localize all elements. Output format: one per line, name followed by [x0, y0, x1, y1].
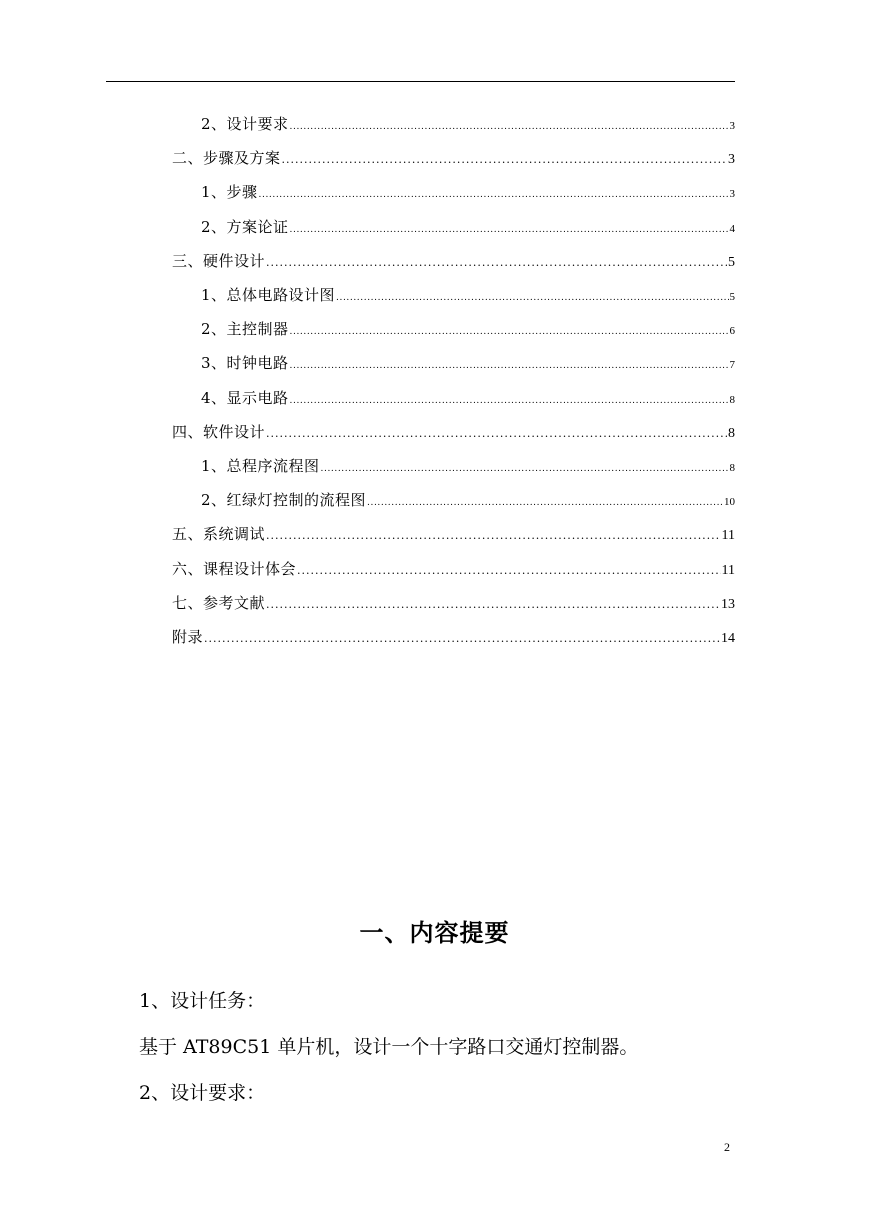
toc-dot-leader — [266, 598, 720, 611]
toc-entry-label: 2、主控制器 — [201, 320, 289, 338]
toc-entry[interactable] — [172, 558, 735, 580]
toc-entry-page: 8 — [729, 462, 735, 474]
toc-dot-leader — [282, 153, 727, 166]
toc-dot-leader — [290, 327, 729, 337]
toc-entry[interactable] — [172, 523, 735, 545]
toc-entry[interactable] — [201, 318, 735, 340]
header-rule — [106, 81, 735, 82]
toc-entry-page: 10 — [724, 496, 735, 508]
toc-dot-leader — [290, 225, 729, 235]
toc-entry-page: 14 — [721, 631, 735, 646]
requirements-heading: 2、设计要求： — [139, 1082, 266, 1104]
toc-entry-label: 4、显示电路 — [201, 389, 289, 407]
toc-dot-leader — [290, 396, 729, 406]
toc-entry-page: 5 — [728, 255, 735, 270]
task-text: 基于 AT89C51 单片机，设计一个十字路口交通灯控制器。 — [139, 1036, 639, 1058]
toc-entry[interactable] — [201, 352, 735, 374]
toc-entry-page: 5 — [729, 291, 735, 303]
toc-entry[interactable] — [201, 181, 735, 203]
toc-entry-page: 11 — [721, 528, 735, 543]
toc-entry[interactable] — [172, 592, 735, 614]
toc-entry-label: 1、总体电路设计图 — [201, 286, 336, 304]
toc-entry-page: 8 — [729, 394, 735, 406]
toc-entry-label: 六、课程设计体会 — [172, 560, 297, 578]
task-heading: 1、设计任务： — [139, 990, 266, 1012]
toc-dot-leader — [204, 632, 720, 645]
toc-entry-label: 2、设计要求 — [201, 115, 289, 133]
toc-entry-page: 11 — [721, 563, 735, 578]
toc-entry[interactable] — [201, 284, 735, 306]
toc-entry-label: 2、方案论证 — [201, 218, 289, 236]
toc-dot-leader — [321, 464, 729, 474]
page-number: 2 — [724, 1140, 730, 1154]
toc-entry[interactable] — [201, 216, 735, 238]
toc-entry-label: 1、步骤 — [201, 183, 258, 201]
toc-entry-page: 3 — [728, 152, 735, 167]
toc-dot-leader — [297, 564, 721, 577]
toc-entry-label: 七、参考文献 — [172, 594, 266, 612]
toc-dot-leader — [367, 498, 723, 508]
toc-dot-leader — [336, 293, 728, 303]
toc-entry-page: 4 — [729, 223, 735, 235]
toc-entry[interactable] — [172, 421, 735, 443]
toc-entry-page: 8 — [728, 426, 735, 441]
toc-dot-leader — [290, 122, 729, 132]
toc-entry-label: 二、步骤及方案 — [172, 149, 281, 167]
toc-entry[interactable] — [201, 455, 735, 477]
toc-entry-page: 6 — [729, 325, 735, 337]
toc-entry[interactable] — [201, 489, 735, 511]
toc-entry-label: 3、时钟电路 — [201, 354, 289, 372]
toc-dot-leader — [259, 190, 729, 200]
section-title: 一、内容提要 — [359, 918, 510, 947]
toc-entry-label: 五、系统调试 — [172, 525, 266, 543]
toc-entry[interactable] — [172, 626, 735, 648]
toc-entry-page: 3 — [729, 120, 735, 132]
toc-dot-leader — [266, 529, 721, 542]
toc-entry-page: 3 — [729, 188, 735, 200]
toc-entry[interactable] — [172, 250, 735, 272]
toc-entry[interactable] — [172, 147, 735, 169]
toc-entry-label: 三、硬件设计 — [172, 252, 266, 270]
toc-entry-label: 2、红绿灯控制的流程图 — [201, 491, 367, 509]
toc-entry-label: 1、总程序流程图 — [201, 457, 320, 475]
toc-entry[interactable] — [201, 387, 735, 409]
toc-dot-leader — [266, 427, 727, 440]
toc-entry-page: 7 — [729, 359, 735, 371]
toc-dot-leader — [290, 361, 729, 371]
toc-entry-page: 13 — [721, 597, 735, 612]
toc-entry[interactable] — [201, 113, 735, 135]
toc-entry-label: 附录 — [172, 628, 204, 646]
toc-dot-leader — [266, 256, 727, 269]
toc-entry-label: 四、软件设计 — [172, 423, 266, 441]
